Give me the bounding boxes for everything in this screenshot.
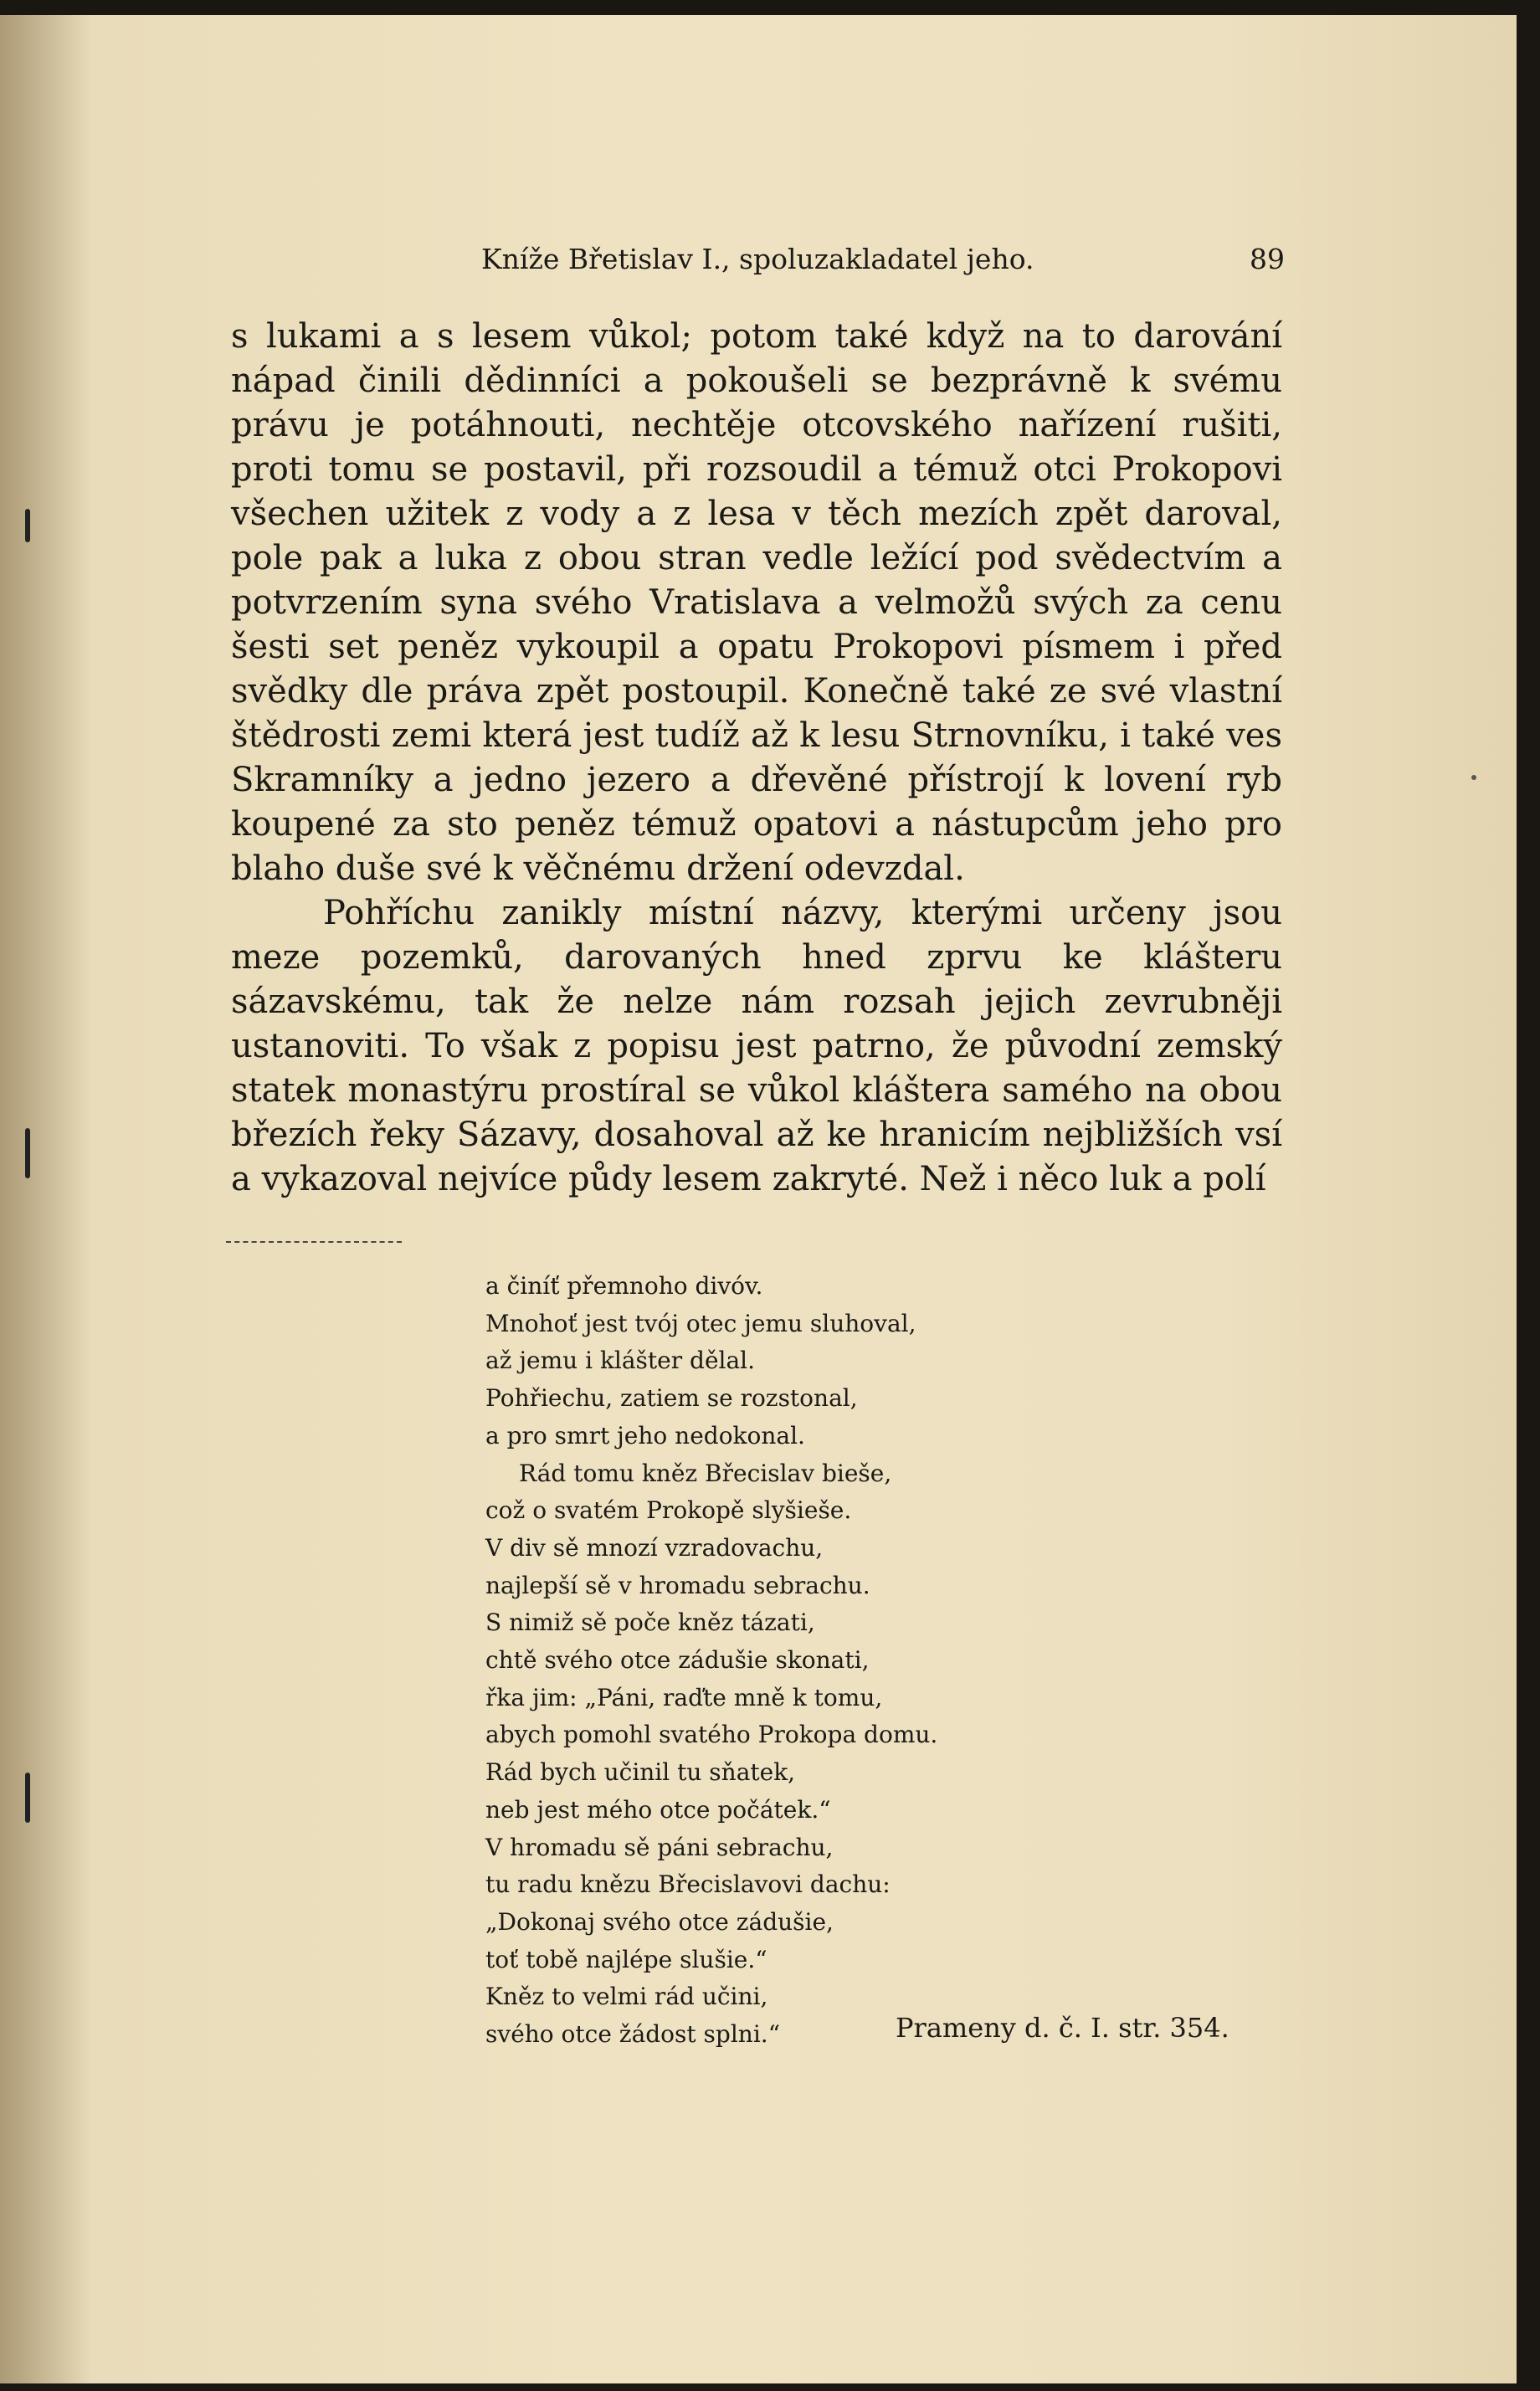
footnote-source: Prameny d. č. I. str. 354. [896, 2012, 1229, 2044]
binding-mark [25, 509, 30, 542]
main-text [231, 315, 1282, 1202]
poem-line: řka jim: „Páni, raďte mně k tomu, [485, 1683, 883, 1711]
poem-line: Pohřiechu, zatiem se rozstonal, [485, 1384, 858, 1413]
paper-speck [1471, 775, 1476, 780]
page-number: 89 [1250, 243, 1285, 275]
poem-line: V div sě mnozí vzradovachu, [485, 1533, 824, 1562]
poem-line: Rád tomu kněz Břecislav bieše, [519, 1459, 892, 1487]
paragraph: s lukami a s lesem vůkol; potom také když na to darování nápad činili dědinníci a pokoušeli se bezprávně k svému právu je potáhnouti, nechtěje otcovského nařízení rušiti, proti tomu se postavil, při rozsoudil a témuž otci Prokopovi všechen užitek z vody a z lesa v těch mezích zpět daroval, pole pak a luka z obou stran vedle ležící pod svědectvím a potvrzením syna svého Vratislava a velmožů svých za cenu šesti set peněz vykoupil a opatu Prokopovi písmem i před svědky dle práva zpět postoupil. Konečně také ze své vlastní štědrosti zemi která jest tudíž až k lesu Strnovníku, i také ves Skramníky a jedno jezero a dřevěné přístrojí k lovení ryb koupené za sto peněz témuž opatovi a nástupcům jeho pro blaho duše své k věčnému držení odevzdal. [231, 317, 1282, 888]
footnote-poem [485, 1268, 1239, 2054]
poem-line: abych pomohl svatého Prokopa domu. [485, 1721, 938, 1749]
poem-line: což o svatém Prokopě slyšieše. [485, 1496, 852, 1525]
poem-line: až jemu i klášter dělal. [485, 1347, 756, 1375]
book-page [0, 15, 1517, 2383]
poem-line: toť tobě najlépe slušie.“ [485, 1945, 767, 1973]
poem-line: Kněz to velmi rád učini, [485, 1983, 768, 2011]
poem-line: najlepší sě v hromadu sebrachu. [485, 1571, 870, 1599]
poem-line: Rád bych učinil tu sňatek, [485, 1758, 796, 1787]
binding-mark [25, 1128, 30, 1178]
poem-line: chtě svého otce zádušie skonati, [485, 1646, 870, 1675]
poem-line: svého otce žádost splni.“ [485, 2020, 781, 2049]
poem-line: neb jest mého otce počátek.“ [485, 1795, 831, 1824]
poem-line: V hromadu sě páni sebrachu, [485, 1833, 834, 1861]
poem-line: „Dokonaj svého otce zádušie, [485, 1907, 834, 1936]
binding-mark [25, 1773, 30, 1823]
running-header [481, 243, 1285, 285]
paragraph: Pohříchu zanikly místní názvy, kterými určeny jsou meze pozemků, darovaných hned zprvu ke klášteru sázavskému, tak že nelze nám rozsah jejich zevrubněji ustanoviti. To však z popisu jest patrno, že původní zemský statek monastýru prostíral se vůkol kláštera samého na obou březích řeky Sázavy, dosahoval až ke hranicím nejbližších vsí a vykazoval nejvíce půdy lesem zakryté. Než i něco luk a polí [231, 894, 1282, 1198]
poem-line: a pro smrt jeho nedokonal. [485, 1421, 805, 1449]
gutter-shadow [0, 15, 92, 2383]
poem-line: a činíť přemnoho divóv. [485, 1272, 763, 1300]
poem-line: tu radu knězu Břecislavovi dachu: [485, 1870, 891, 1899]
running-title: Kníže Břetislav I., spoluzakladatel jeho. [481, 243, 1034, 275]
footnote-separator [226, 1241, 402, 1243]
poem-line: S nimiž sě poče kněz tázati, [485, 1609, 815, 1637]
poem-line: Mnohoť jest tvój otec jemu sluhoval, [485, 1309, 916, 1337]
